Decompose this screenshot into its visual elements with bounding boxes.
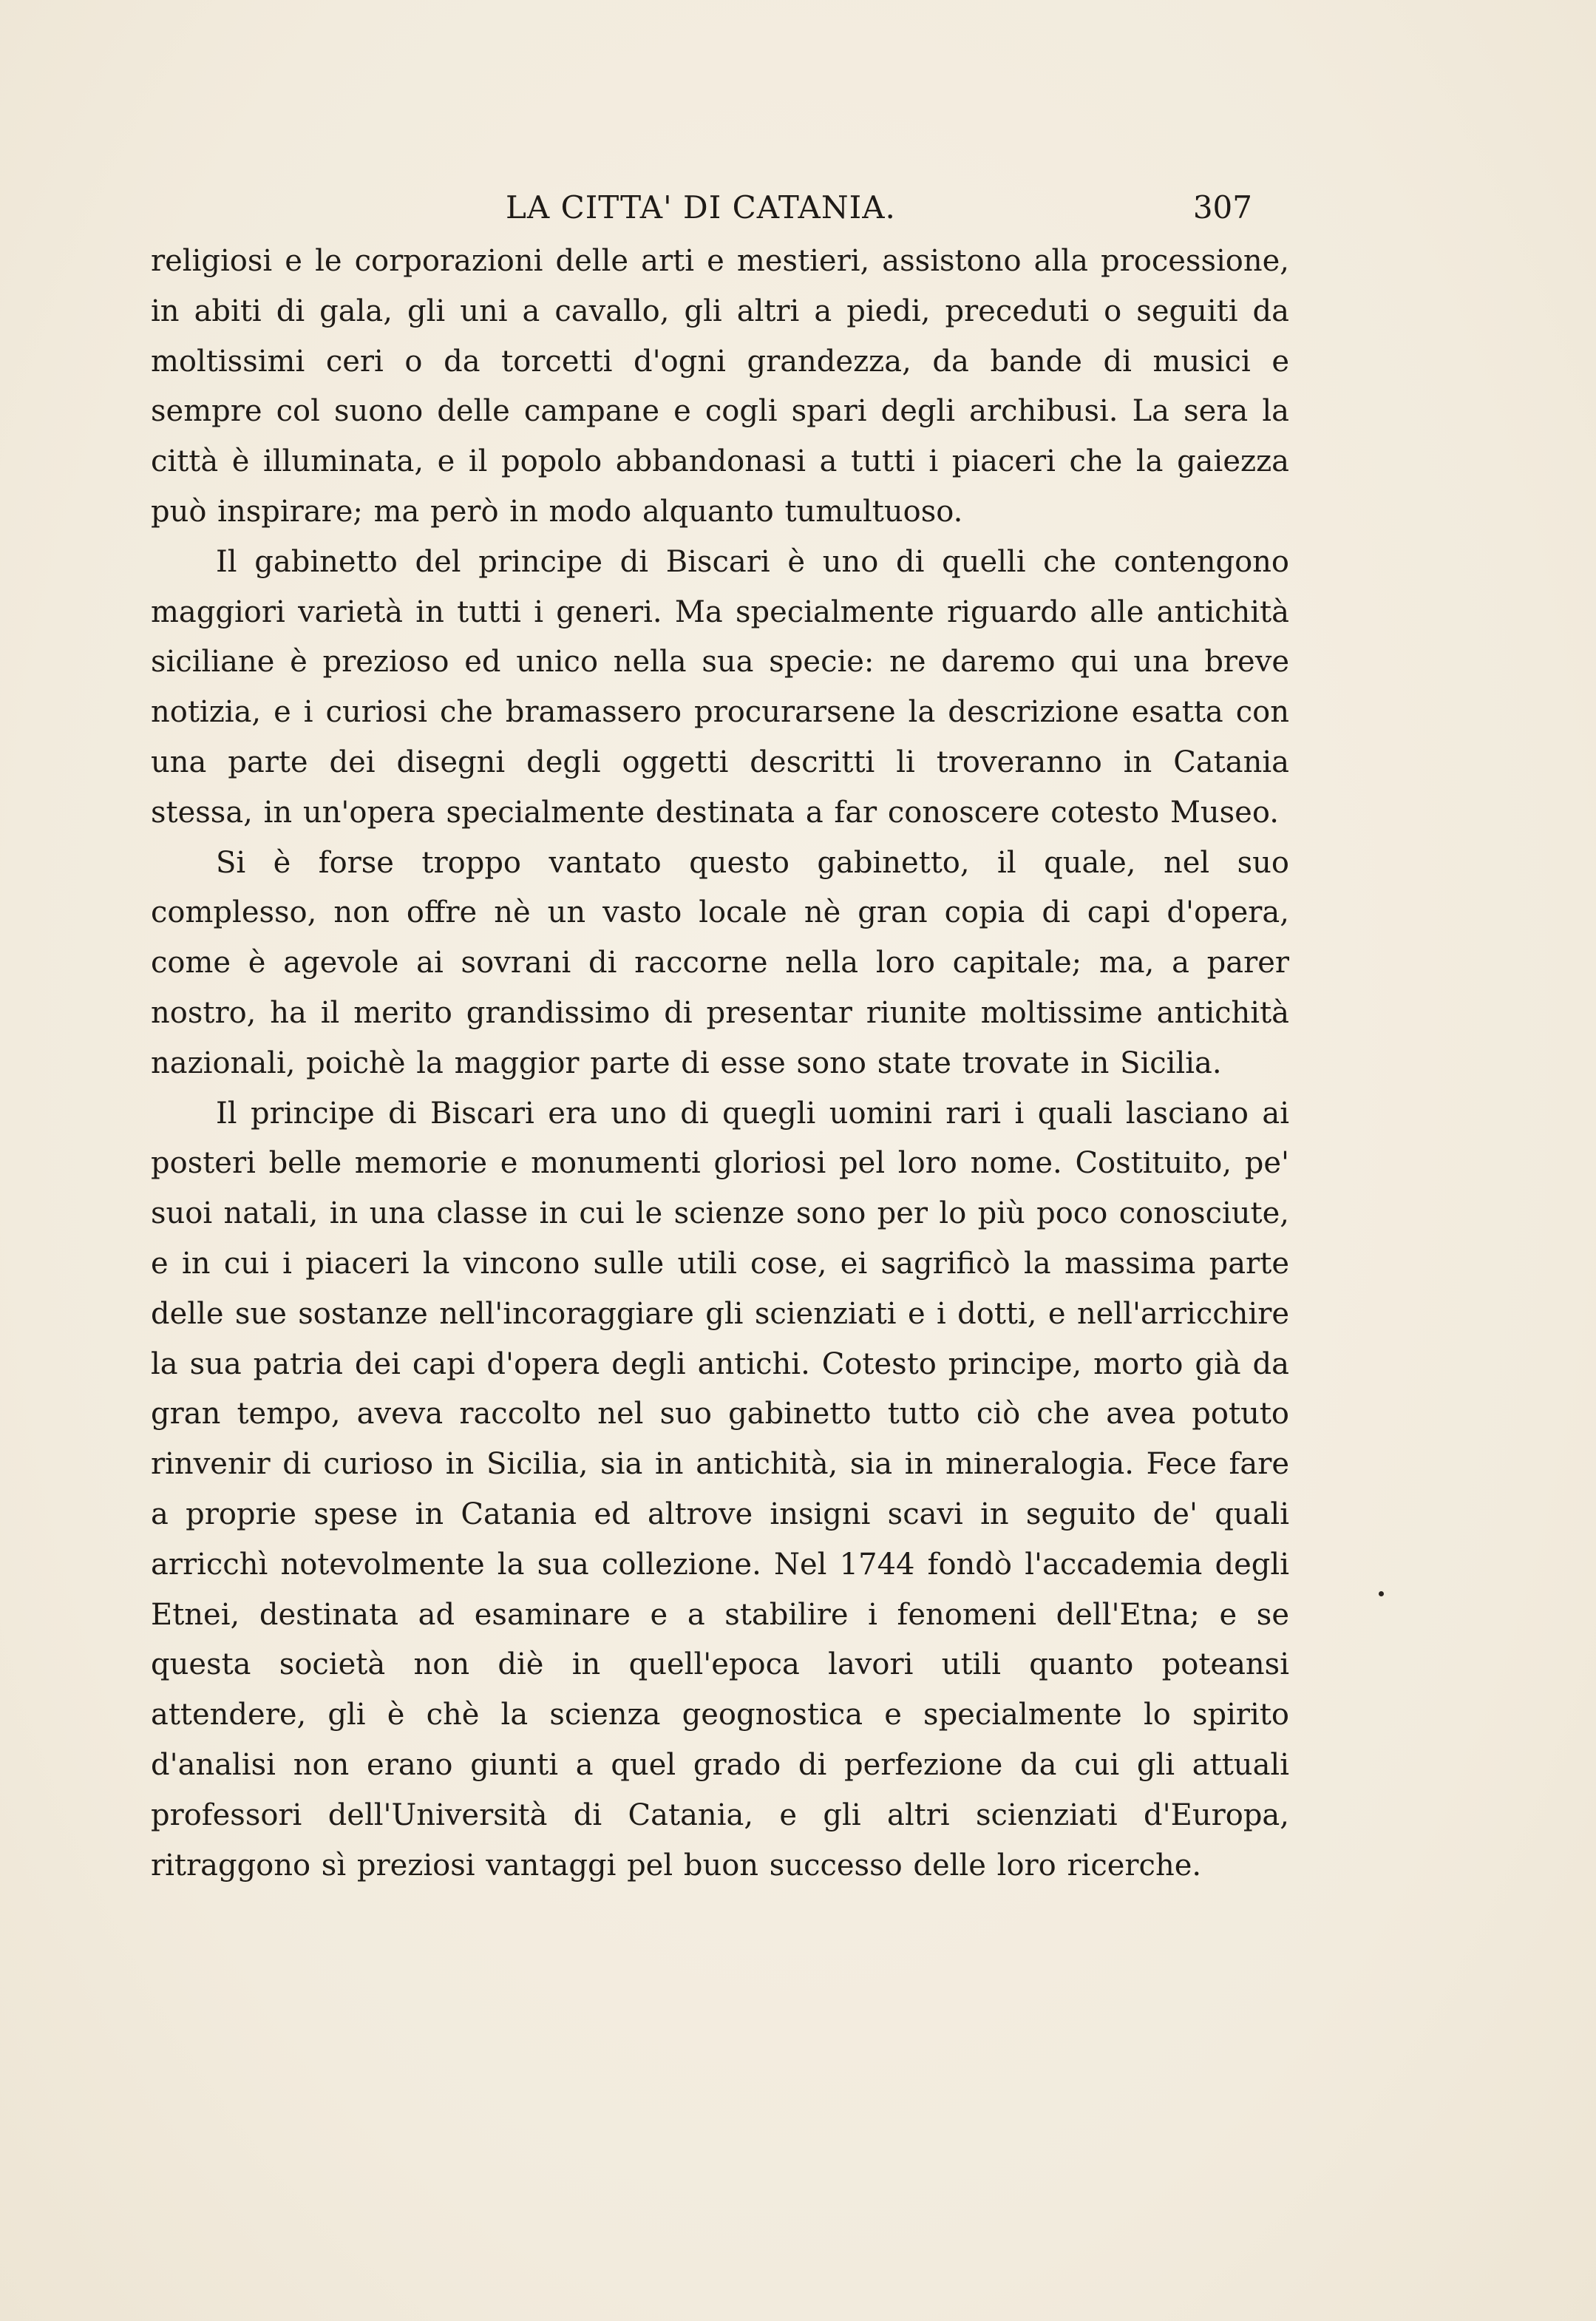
page-number: 307 — [1192, 189, 1252, 226]
running-head — [151, 182, 1252, 234]
running-head-title: LA CITTA' DI CATANIA. — [506, 189, 896, 226]
ink-speck — [1379, 1591, 1384, 1596]
paragraph-principe: Il principe di Biscari era uno di quegli uomini rari i quali lasciano ai posteri belle memorie e monumenti gloriosi pel loro nome. Costituito, pe' suoi natali, in una classe in cui le scienze sono per lo più poco conosciute, e in cui i piaceri la vincono sulle utili cose, ei sagrificò la massima parte delle sue sostanze nell'incoraggiare gli scienziati e i dotti, e nell'arricchire la sua patria dei capi d'opera degli antichi. Cotesto principe, morto già da gran tempo, aveva raccolto nel suo gabinetto tutto ciò che avea potuto rinvenir di curioso in Sicilia, sia in antichità, sia in mineralogia. Fece fare a proprie spese in Catania ed altrove insigni scavi in seguito de' quali arricchì notevolmente la sua collezione. Nel 1744 fondò l'accademia degli Etnei, destinata ad esaminare e a stabilire i fenomeni dell'Etna; e se questa società non diè in quell'epoca lavori utili quanto poteansi attendere, gli è chè la scienza geognostica e specialmente lo spirito d'analisi non erano giunti a quel grado di perfezione da cui gli attuali professori dell'Università di Catania, e gli altri scienziati d'Europa, ritraggono sì preziosi vantaggi pel buon successo delle loro ricerche. — [151, 1096, 1289, 1883]
paragraph-gabinetto: Il gabinetto del principe di Biscari è uno di quelli che contengono maggiori varietà in tutti i generi. Ma specialmente riguardo alle antichità siciliane è prezioso ed unico nella sua specie: ne daremo qui una breve notizia, e i curiosi che bramassero procurarsene la descrizione esatta con una parte dei disegni degli oggetti descritti li troveranno in Catania stessa, in un'opera specialmente destinata a far conoscere cotesto Museo. — [151, 544, 1289, 830]
body-text — [151, 237, 1289, 1891]
paragraph-vantato: Si è forse troppo vantato questo gabinetto, il quale, nel suo complesso, non offre nè un vasto locale nè gran copia di capi d'opera, come è agevole ai sovrani di raccorne nella loro capitale; ma, a parer nostro, ha il merito grandissimo di presentar riunite moltissime antichità nazionali, poichè la maggior parte di esse sono state trovate in Sicilia. — [151, 845, 1289, 1080]
paragraph-continuation: religiosi e le corporazioni delle arti e mestieri, assistono alla processione, in abiti di gala, gli uni a cavallo, gli altri a piedi, preceduti o seguiti da moltissimi ceri o da torcetti d'ogni grandezza, da bande di musici e sempre col suono delle campane e cogli spari degli archibusi. La sera la città è illuminata, e il popolo abbandonasi a tutti i piaceri che la gaiezza può inspirare; ma però in modo alquanto tumultuoso. — [151, 244, 1289, 529]
